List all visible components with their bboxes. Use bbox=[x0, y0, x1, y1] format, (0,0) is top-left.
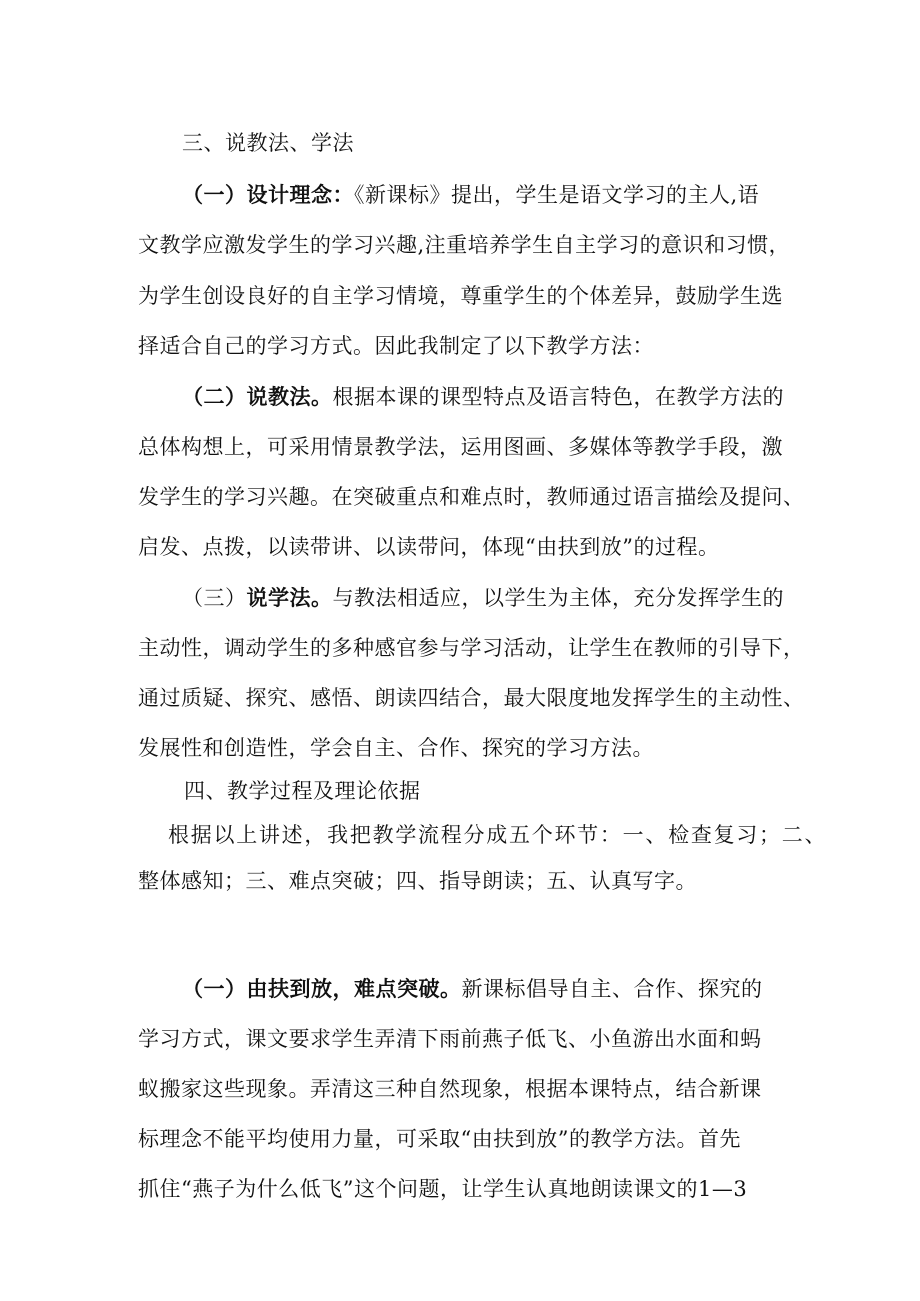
design-concept-first-line bbox=[182, 180, 759, 210]
learning-method-label: 说学法。 bbox=[246, 585, 333, 610]
learning-method-label-paren: （三） bbox=[182, 586, 247, 610]
step-1-label: （一）由扶到放，难点突破。 bbox=[182, 976, 462, 1001]
teaching-method-first-line bbox=[182, 382, 784, 412]
paragraph-line: 主动性，调动学生的多种感官参与学习活动，让学生在教师的引导下， bbox=[138, 636, 805, 660]
paragraph-line: 发学生的学习兴趣。在突破重点和难点时，教师通过语言描绘及提问、 bbox=[138, 485, 805, 509]
learning-method-first-line bbox=[182, 583, 784, 613]
step-1-first-line bbox=[182, 974, 763, 1004]
teaching-method-label: （二）说教法。 bbox=[182, 384, 333, 409]
section-4-heading: 四、教学过程及理论依据 bbox=[184, 779, 421, 803]
design-concept-label: （一）设计理念： bbox=[182, 182, 354, 207]
paragraph-line: 蚁搬家这些现象。弄清这三种自然现象，根据本课特点，结合新课 bbox=[138, 1077, 762, 1101]
paragraph-line: 发展性和创造性，学会自主、合作、探究的学习方法。 bbox=[138, 736, 654, 760]
paragraph-line: 启发、点拨，以读带讲、以读带问，体现“由扶到放”的过程。 bbox=[138, 535, 720, 559]
design-concept-text: 《新课标》提出，学生是语文学习的主人,语 bbox=[354, 183, 760, 207]
teaching-method-text: 根据本课的课型特点及语言特色，在教学方法的 bbox=[332, 385, 784, 409]
paragraph-line: 根据以上讲述，我把教学流程分成五个环节：一、检查复习；二、 bbox=[168, 823, 826, 847]
paragraph-line: 整体感知；三、难点突破；四、指导朗读；五、认真写字。 bbox=[138, 869, 697, 893]
section-3-heading: 三、说教法、学法 bbox=[182, 131, 354, 155]
learning-method-text: 与教法相适应，以学生为主体，充分发挥学生的 bbox=[332, 586, 784, 610]
paragraph-line: 抓住“燕子为什么低飞”这个问题，让学生认真地朗读课文的1—3 bbox=[138, 1177, 748, 1201]
paragraph-line: 择适合自己的学习方式。因此我制定了以下教学方法： bbox=[138, 334, 654, 358]
paragraph-line: 为学生创设良好的自主学习情境，尊重学生的个体差异，鼓励学生选 bbox=[138, 284, 783, 308]
paragraph-line: 学习方式，课文要求学生弄清下雨前燕子低飞、小鱼游出水面和蚂 bbox=[138, 1027, 762, 1051]
paragraph-line: 标理念不能平均使用力量，可采取“由扶到放”的教学方法。首先 bbox=[138, 1127, 741, 1151]
paragraph-line: 文教学应激发学生的学习兴趣,注重培养学生自主学习的意识和习惯， bbox=[138, 233, 791, 257]
paragraph-line: 总体构想上，可采用情景教学法，运用图画、多媒体等教学手段，激 bbox=[138, 435, 783, 459]
step-1-text: 新课标倡导自主、合作、探究的 bbox=[461, 977, 763, 1001]
paragraph-line: 通过质疑、探究、感悟、朗读四结合，最大限度地发挥学生的主动性、 bbox=[138, 686, 805, 710]
